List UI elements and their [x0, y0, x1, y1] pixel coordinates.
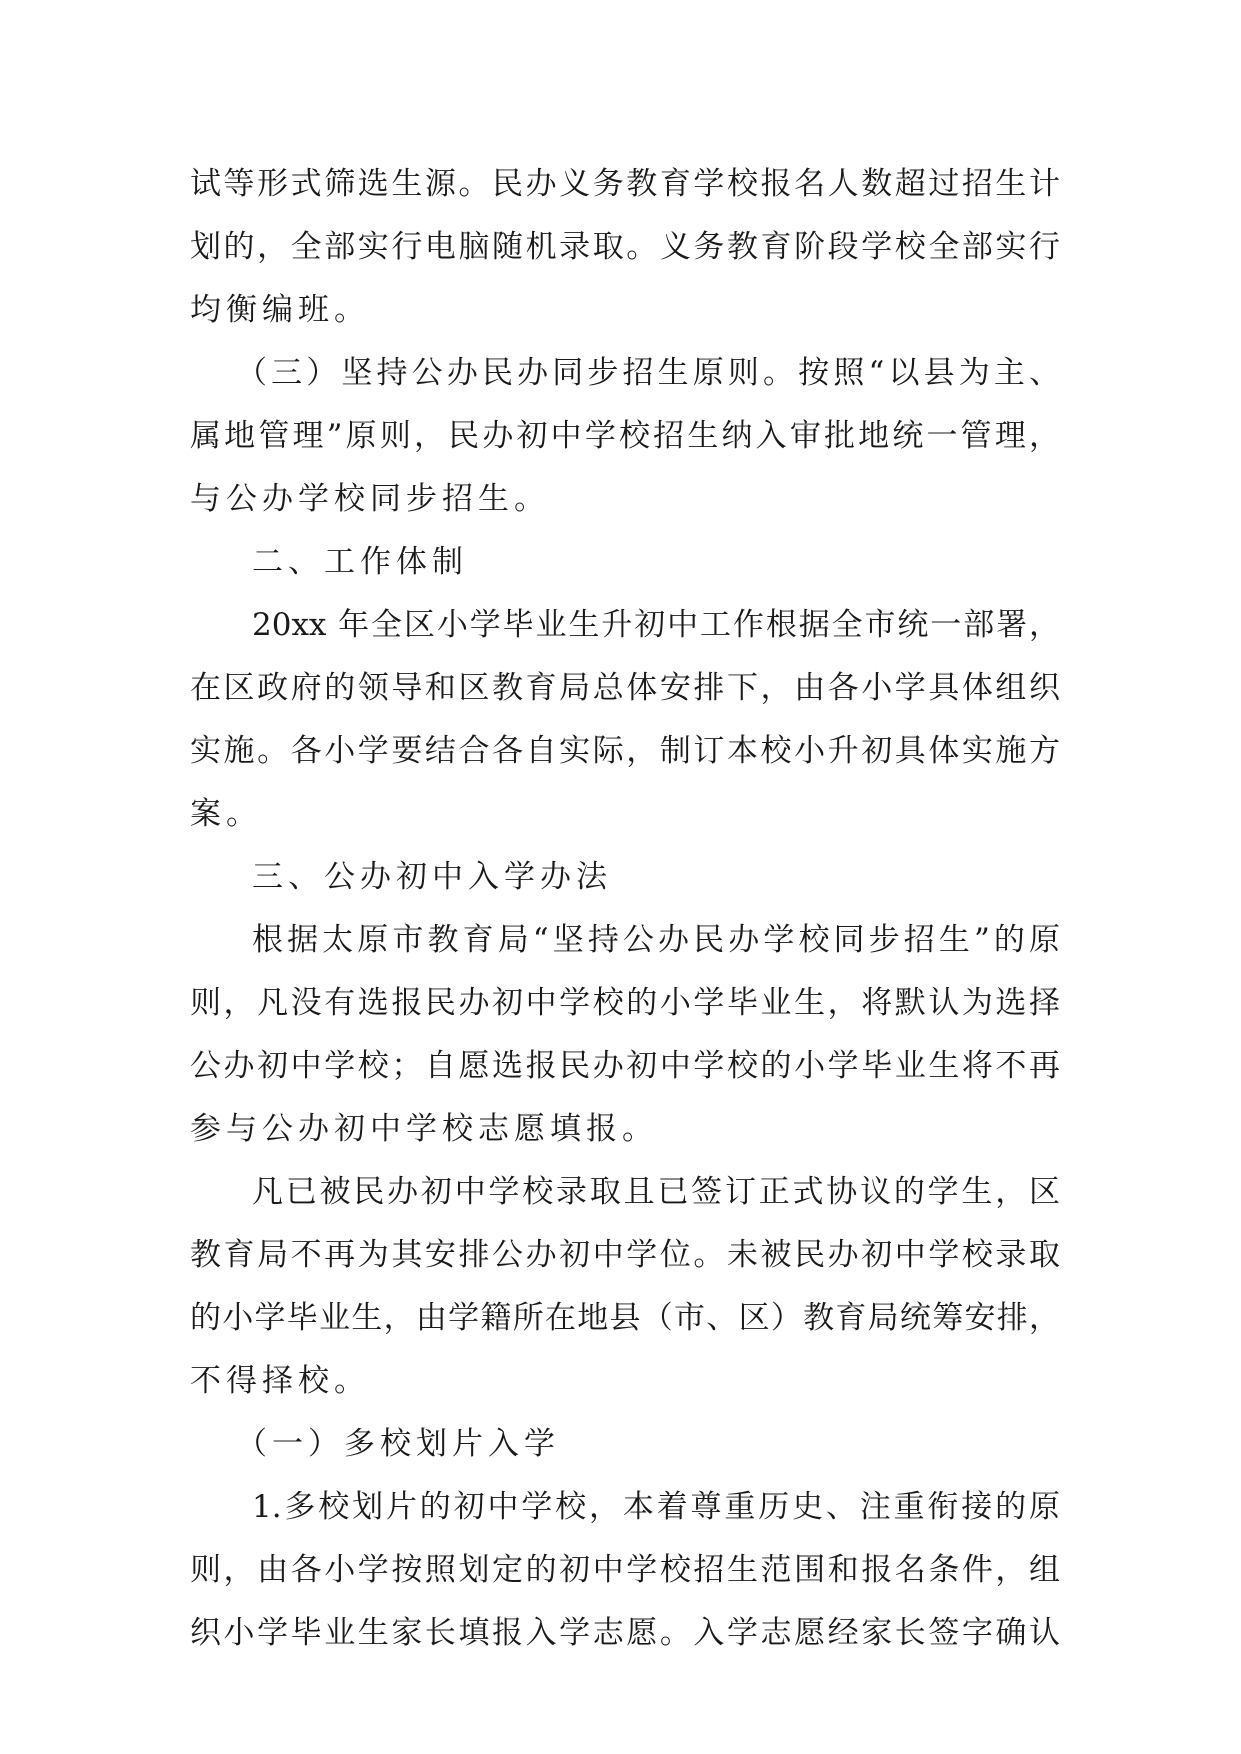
text-line: 实施。各小学要结合各自实际，制订本校小升初具体实施方 — [190, 733, 1060, 769]
text-line: 均衡编班。 — [190, 292, 370, 328]
text-line: 划的，全部实行电脑随机录取。义务教育阶段学校全部实行 — [190, 229, 1060, 265]
text-line: 属地管理”原则，民办初中学校招生纳入审批地统一管理， — [190, 418, 1060, 454]
text-line: 公办初中学校；自愿选报民办初中学校的小学毕业生将不再 — [190, 1048, 1060, 1084]
text-line: 案。 — [190, 796, 262, 832]
text-line: 1.多校划片的初中学校，本着尊重历史、注重衔接的原 — [252, 1489, 1060, 1525]
text-line: 不得择校。 — [190, 1363, 370, 1399]
text-line: 在区政府的领导和区教育局总体安排下，由各小学具体组织 — [190, 670, 1060, 706]
text-line: 凡已被民办初中学校录取且已签订正式协议的学生，区 — [252, 1174, 1060, 1210]
text-line: 根据太原市教育局“坚持公办民办学校同步招生”的原 — [252, 922, 1060, 958]
text-line: 织小学毕业生家长填报入学志愿。入学志愿经家长签字确认 — [190, 1615, 1060, 1651]
document-body — [190, 153, 1060, 1665]
text-line: 教育局不再为其安排公办初中学位。未被民办初中学校录取 — [190, 1237, 1060, 1273]
text-line: 三、公办初中入学办法 — [252, 859, 612, 895]
text-line: 则，由各小学按照划定的初中学校招生范围和报名条件，组 — [190, 1552, 1060, 1588]
text-line: 二、工作体制 — [252, 544, 468, 580]
text-line: 则，凡没有选报民办初中学校的小学毕业生，将默认为选择 — [190, 985, 1060, 1021]
text-line: 的小学毕业生，由学籍所在地县（市、区）教育局统筹安排， — [190, 1300, 1060, 1336]
text-line: （一）多校划片入学 — [236, 1426, 560, 1462]
text-line: 与公办学校同步招生。 — [190, 481, 550, 517]
text-line: 参与公办初中学校志愿填报。 — [190, 1111, 658, 1147]
text-line: 试等形式筛选生源。民办义务教育学校报名人数超过招生计 — [190, 166, 1060, 202]
text-line: （三）坚持公办民办同步招生原则。按照“以县为主、 — [236, 355, 1060, 391]
text-line: 20xx 年全区小学毕业生升初中工作根据全市统一部署， — [252, 607, 1060, 643]
